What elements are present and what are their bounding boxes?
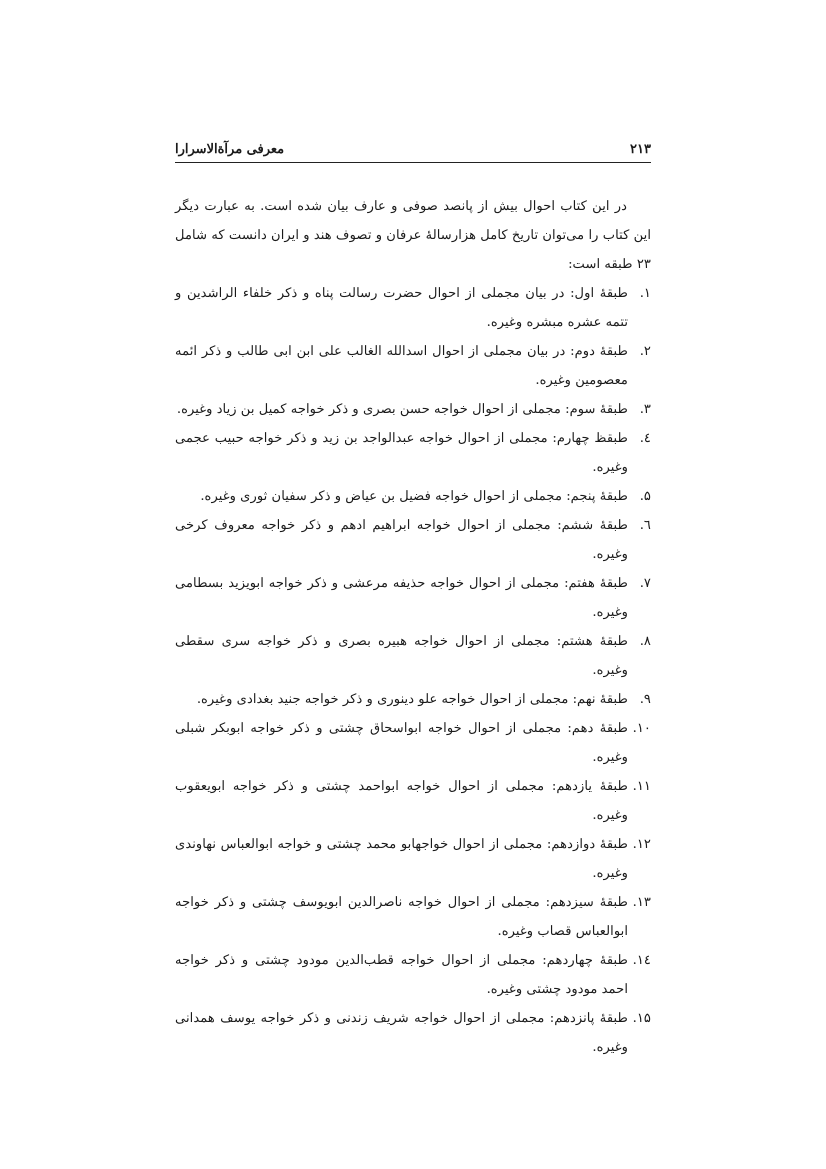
item-number: ٤. — [639, 431, 651, 446]
list-item — [175, 772, 651, 830]
item-text: طبقهٔ یازدهم: مجملی از احوال خواجه ابواحمد چشتی و ذکر خواجه ابویعقوب وغیره. — [175, 779, 628, 823]
list-item — [175, 830, 651, 888]
item-number: ۱۳. — [632, 895, 651, 910]
list-item — [175, 482, 651, 511]
item-number: ۲. — [639, 344, 651, 359]
item-text: طبقهٔ اول: در بیان مجملی از احوال حضرت رسالت پناه و ذکر خلفاء الراشدین و تتمه عشره مبشره وغیره. — [175, 286, 628, 330]
item-number: ۱۱. — [632, 779, 651, 794]
running-header — [175, 140, 651, 163]
item-number: ١٤. — [632, 953, 651, 968]
item-text: طبقهٔ نهم: مجملی از احوال خواجه علو دینوری و ذکر خواجه جنید بغدادی وغیره. — [196, 692, 628, 707]
item-text: طبقهٔ هشتم: مجملی از احوال خواجه هبیره بصری و ذکر خواجه سری سقطی وغیره. — [175, 634, 628, 678]
item-number: ٦. — [639, 518, 651, 533]
item-number: ۹. — [639, 692, 651, 707]
list-item — [175, 395, 651, 424]
item-text: طبقهٔ هفتم: مجملی از احوال خواجه حذیفه مرعشی و ذکر خواجه ابویزید بسطامی وغیره. — [175, 576, 628, 620]
list-item — [175, 714, 651, 772]
item-number: ۱۵. — [632, 1011, 651, 1026]
item-number: ۸. — [639, 634, 651, 649]
item-number: ۳. — [639, 402, 651, 417]
list-item — [175, 888, 651, 946]
tabaqat-list — [175, 279, 651, 1062]
list-item — [175, 424, 651, 482]
list-item — [175, 627, 651, 685]
item-text: طبقهٔ دوم: در بیان مجملی از احوال اسدالله الغالب علی ابن ابی طالب و ذکر ائمه معصومین وغیره. — [175, 344, 628, 388]
body-text — [175, 192, 651, 1062]
item-number: ۷. — [639, 576, 651, 591]
list-item — [175, 685, 651, 714]
running-title: معرفی مرآةالاسرارا — [175, 142, 285, 157]
item-text: طبقهٔ سوم: مجملی از احوال خواجه حسن بصری و ذکر خواجه کمیل بن زیاد وغیره. — [176, 402, 628, 417]
item-text: طبقهٔ پنجم: مجملی از احوال خواجه فضیل بن عیاض و ذکر سفیان ثوری وغیره. — [200, 489, 628, 504]
item-number: ۱۲. — [632, 837, 651, 852]
list-item — [175, 279, 651, 337]
item-text: طبقهٔ دوازدهم: مجملی از احوال خواجهابو محمد چشتی و خواجه ابوالعباس نهاوندی وغیره. — [175, 837, 628, 881]
item-number: ۱. — [639, 286, 651, 301]
item-text: طبقهٔ چهاردهم: مجملی از احوال خواجه قطب‌الدین مودود چشتی و ذکر خواجه احمد مودود چشتی وغیره. — [175, 953, 628, 997]
list-item — [175, 337, 651, 395]
list-item — [175, 1004, 651, 1062]
item-text: طبقهٔ پانزدهم: مجملی از احوال خواجه شریف زندنی و ذکر خواجه یوسف همدانی وغیره. — [175, 1011, 628, 1055]
item-number: ۵. — [639, 489, 651, 504]
item-text: طبقهٔ ششم: مجملی از احوال خواجه ابراهیم ادهم و ذکر خواجه معروف کرخی وغیره. — [175, 518, 628, 562]
item-text: طبقظ چهارم: مجملی از احوال خواجه عبدالواجد بن زید و ذکر خواجه حبیب عجمی وغیره. — [175, 431, 628, 475]
item-text: طبقهٔ دهم: مجملی از احوال خواجه ابواسحاق چشتی و ذکر خواجه ابوبکر شبلی وغیره. — [175, 721, 628, 765]
list-item — [175, 511, 651, 569]
list-item — [175, 569, 651, 627]
intro-paragraph: در این کتاب احوال بیش از پانصد صوفی و عارف بیان شده است. به عبارت دیگر این کتاب را می‌توان تاریخ کامل هزارسالهٔ عرفان و تصوف هند و ایران دانست که شامل ۲۳ طبقه است: — [175, 199, 651, 272]
item-text: طبقهٔ سیزدهم: مجملی از احوال خواجه ناصرالدین ابویوسف چشتی و ذکر خواجه ابوالعباس قصاب وغیره. — [175, 895, 628, 939]
item-number: ۱۰. — [632, 721, 651, 736]
list-item — [175, 946, 651, 1004]
page-number: ۲۱۳ — [630, 142, 651, 157]
